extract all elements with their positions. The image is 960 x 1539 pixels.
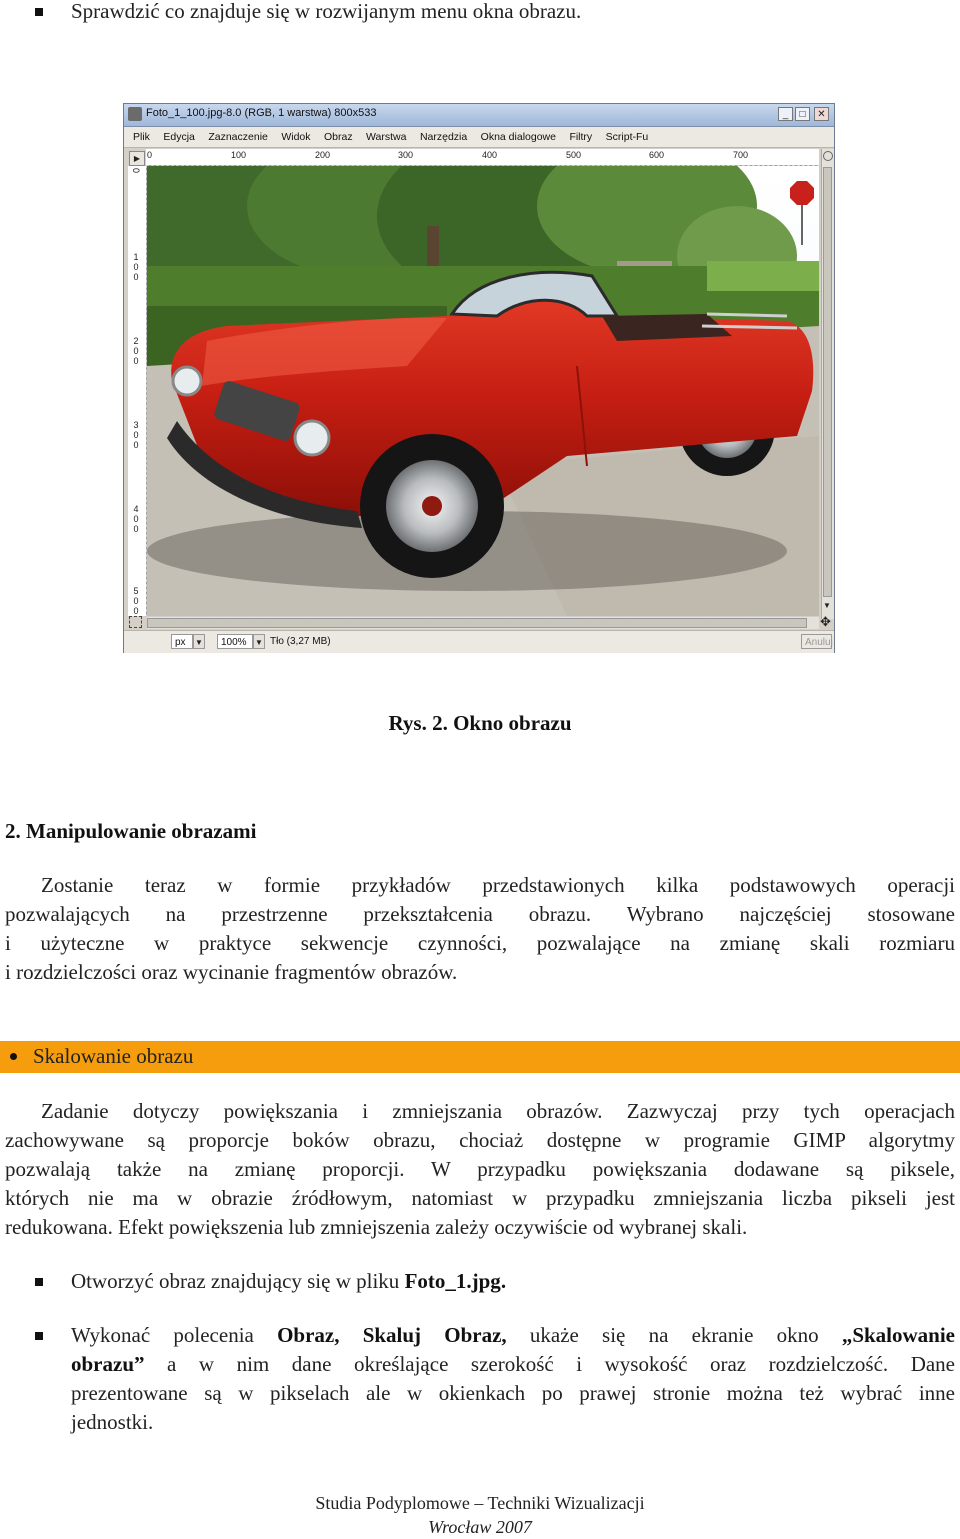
bullet-open-file <box>71 1267 506 1296</box>
intro-line: Zostanie teraz w formie przykładów przedstawionych kilka podstawowych operacji <box>41 873 955 897</box>
vertical-ruler <box>128 166 147 616</box>
bullet-square-icon <box>35 8 43 16</box>
image-menu-arrow-icon[interactable]: ▶ <box>129 151 145 166</box>
bullet-square-icon <box>35 1332 43 1340</box>
scaling-line: zachowywane są proporcje boków obrazu, chociaż dostępne w programie GIMP algorytmy <box>5 1128 955 1152</box>
menu-okna-dialogowe[interactable]: Okna dialogowe <box>480 131 556 143</box>
scroll-thumb[interactable] <box>147 618 807 628</box>
menu-warstwa[interactable]: Warstwa <box>366 131 407 143</box>
ruler-tick: 300 <box>398 150 414 160</box>
minimize-button[interactable]: _ <box>778 107 793 121</box>
gimp-app-icon <box>128 107 142 121</box>
cancel-button[interactable]: Anuluj <box>801 634 832 649</box>
top-bullet-text: Sprawdzić co znajduje się w rozwijanym menu okna obrazu. <box>71 0 582 23</box>
vertical-scrollbar[interactable] <box>821 149 834 619</box>
ruler-tick: 700 <box>733 150 749 160</box>
bullet-dot-icon <box>10 1053 17 1060</box>
menu-script-fu[interactable]: Script-Fu <box>605 131 649 143</box>
section-bar-skalowanie <box>0 1041 960 1073</box>
bullet-scale-line4: jednostki. <box>71 1410 154 1434</box>
bullet-scale-line2 <box>71 1350 955 1379</box>
bullet-scale-line3: prezentowane są w pikselach ale w okienkach po prawej stronie można też wybrać inne <box>71 1381 955 1405</box>
red-convertible-car-photo <box>147 166 819 616</box>
gimp-image-window <box>123 103 835 653</box>
intro-line: i użyteczne w praktyce sekwencje czynności, pozwalające na zmianę skali rozmiaru <box>5 931 955 955</box>
bullet-open-prefix: Otworzyć obraz znajdujący się w pliku <box>71 1269 405 1293</box>
navigate-icon[interactable]: ✥ <box>820 614 831 629</box>
menu-zaznaczenie[interactable]: Zaznaczenie <box>208 131 268 143</box>
intro-line: i rozdzielczości oraz wycinanie fragmentów obrazów. <box>5 960 458 984</box>
ruler-tick: 200 <box>315 150 331 160</box>
bullet-scale-line1 <box>71 1321 955 1350</box>
menu-widok[interactable]: Widok <box>281 131 311 143</box>
ruler-tick: 300 <box>131 420 141 450</box>
file-name: Foto_1.jpg <box>404 1269 501 1293</box>
ruler-tick: 400 <box>131 504 141 534</box>
footer-line2: Wrocław 2007 <box>428 1517 532 1537</box>
menu-filtry[interactable]: Filtry <box>569 131 593 143</box>
scroll-thumb[interactable] <box>823 167 832 597</box>
unit-select[interactable]: px <box>171 634 193 649</box>
scaling-line: których nie ma w obrazie źródłowym, natomiast w przypadku zmniejszania liczba pikseli jest <box>5 1186 955 1210</box>
section-heading: 2. Manipulowanie obrazami <box>5 819 257 843</box>
bullet-square-icon <box>35 1278 43 1286</box>
status-bar <box>124 630 834 653</box>
scaling-line: Zadanie dotyczy powiększania i zmniejszania obrazów. Zazwyczaj przy tych operacjach <box>41 1099 955 1123</box>
scaling-line: pozwalają także na zmianę proporcji. W przypadku powiększania dodawane są piksele, <box>5 1157 955 1181</box>
text-run: ukaże się na ekranie okno <box>506 1323 842 1347</box>
dialog-name: obrazu” <box>71 1352 145 1376</box>
scaling-line: redukowana. Efekt powiększenia lub zmniejszenia zależy oczywiście od wybranej skali. <box>5 1215 748 1239</box>
menu-plik[interactable]: Plik <box>133 131 150 143</box>
ruler-tick: 500 <box>566 150 582 160</box>
chevron-down-icon[interactable]: ▼ <box>253 634 265 649</box>
menu-obraz[interactable]: Obraz <box>323 131 353 143</box>
horizontal-ruler <box>146 149 819 166</box>
command-name: Obraz, Skaluj Obraz, <box>277 1323 507 1347</box>
dialog-name: „Skalowanie <box>841 1323 956 1347</box>
image-canvas[interactable] <box>147 166 819 616</box>
ruler-tick: 0 <box>131 168 141 174</box>
section-bar-label: Skalowanie obrazu <box>33 1044 194 1068</box>
ruler-tick: 400 <box>482 150 498 160</box>
quick-mask-icon[interactable] <box>129 616 142 628</box>
zoom-to-fit-icon[interactable] <box>823 151 833 161</box>
menu-edycja[interactable]: Edycja <box>163 131 195 143</box>
zoom-select[interactable]: 100% <box>217 634 253 649</box>
page-footer <box>0 1491 960 1539</box>
status-text: Tło (3,27 MB) <box>267 634 799 649</box>
figure-caption: Rys. 2. Okno obrazu <box>388 711 572 735</box>
ruler-tick: 600 <box>649 150 665 160</box>
footer-line1: Studia Podyplomowe – Techniki Wizualizacji <box>315 1493 645 1513</box>
ruler-tick: 200 <box>131 336 141 366</box>
maximize-button[interactable]: □ <box>795 107 810 121</box>
intro-line: pozwalających na przestrzenne przekształcenia obrazu. Wybrano najczęściej stosowane <box>5 902 955 926</box>
close-button[interactable]: ✕ <box>814 107 829 121</box>
scroll-down-arrow-icon[interactable]: ▼ <box>823 601 831 610</box>
ruler-tick: 100 <box>131 252 141 282</box>
menu-narzedzia[interactable]: Narzędzia <box>419 131 468 143</box>
ruler-tick: 500 <box>131 586 141 616</box>
window-title: Foto_1_100.jpg-8.0 (RGB, 1 warstwa) 800x533 <box>146 107 377 119</box>
bullet-open-suffix: . <box>500 1269 507 1293</box>
text-run: Wykonać polecenia <box>71 1323 278 1347</box>
chevron-down-icon[interactable]: ▼ <box>193 634 205 649</box>
ruler-tick: 0 <box>147 150 153 160</box>
ruler-tick: 100 <box>231 150 247 160</box>
text-run: a w nim dane określające szerokość i wysokość oraz rozdzielczość. Dane <box>144 1352 955 1376</box>
horizontal-scrollbar[interactable] <box>147 617 819 629</box>
window-titlebar <box>124 104 834 127</box>
menu-bar <box>124 127 834 148</box>
